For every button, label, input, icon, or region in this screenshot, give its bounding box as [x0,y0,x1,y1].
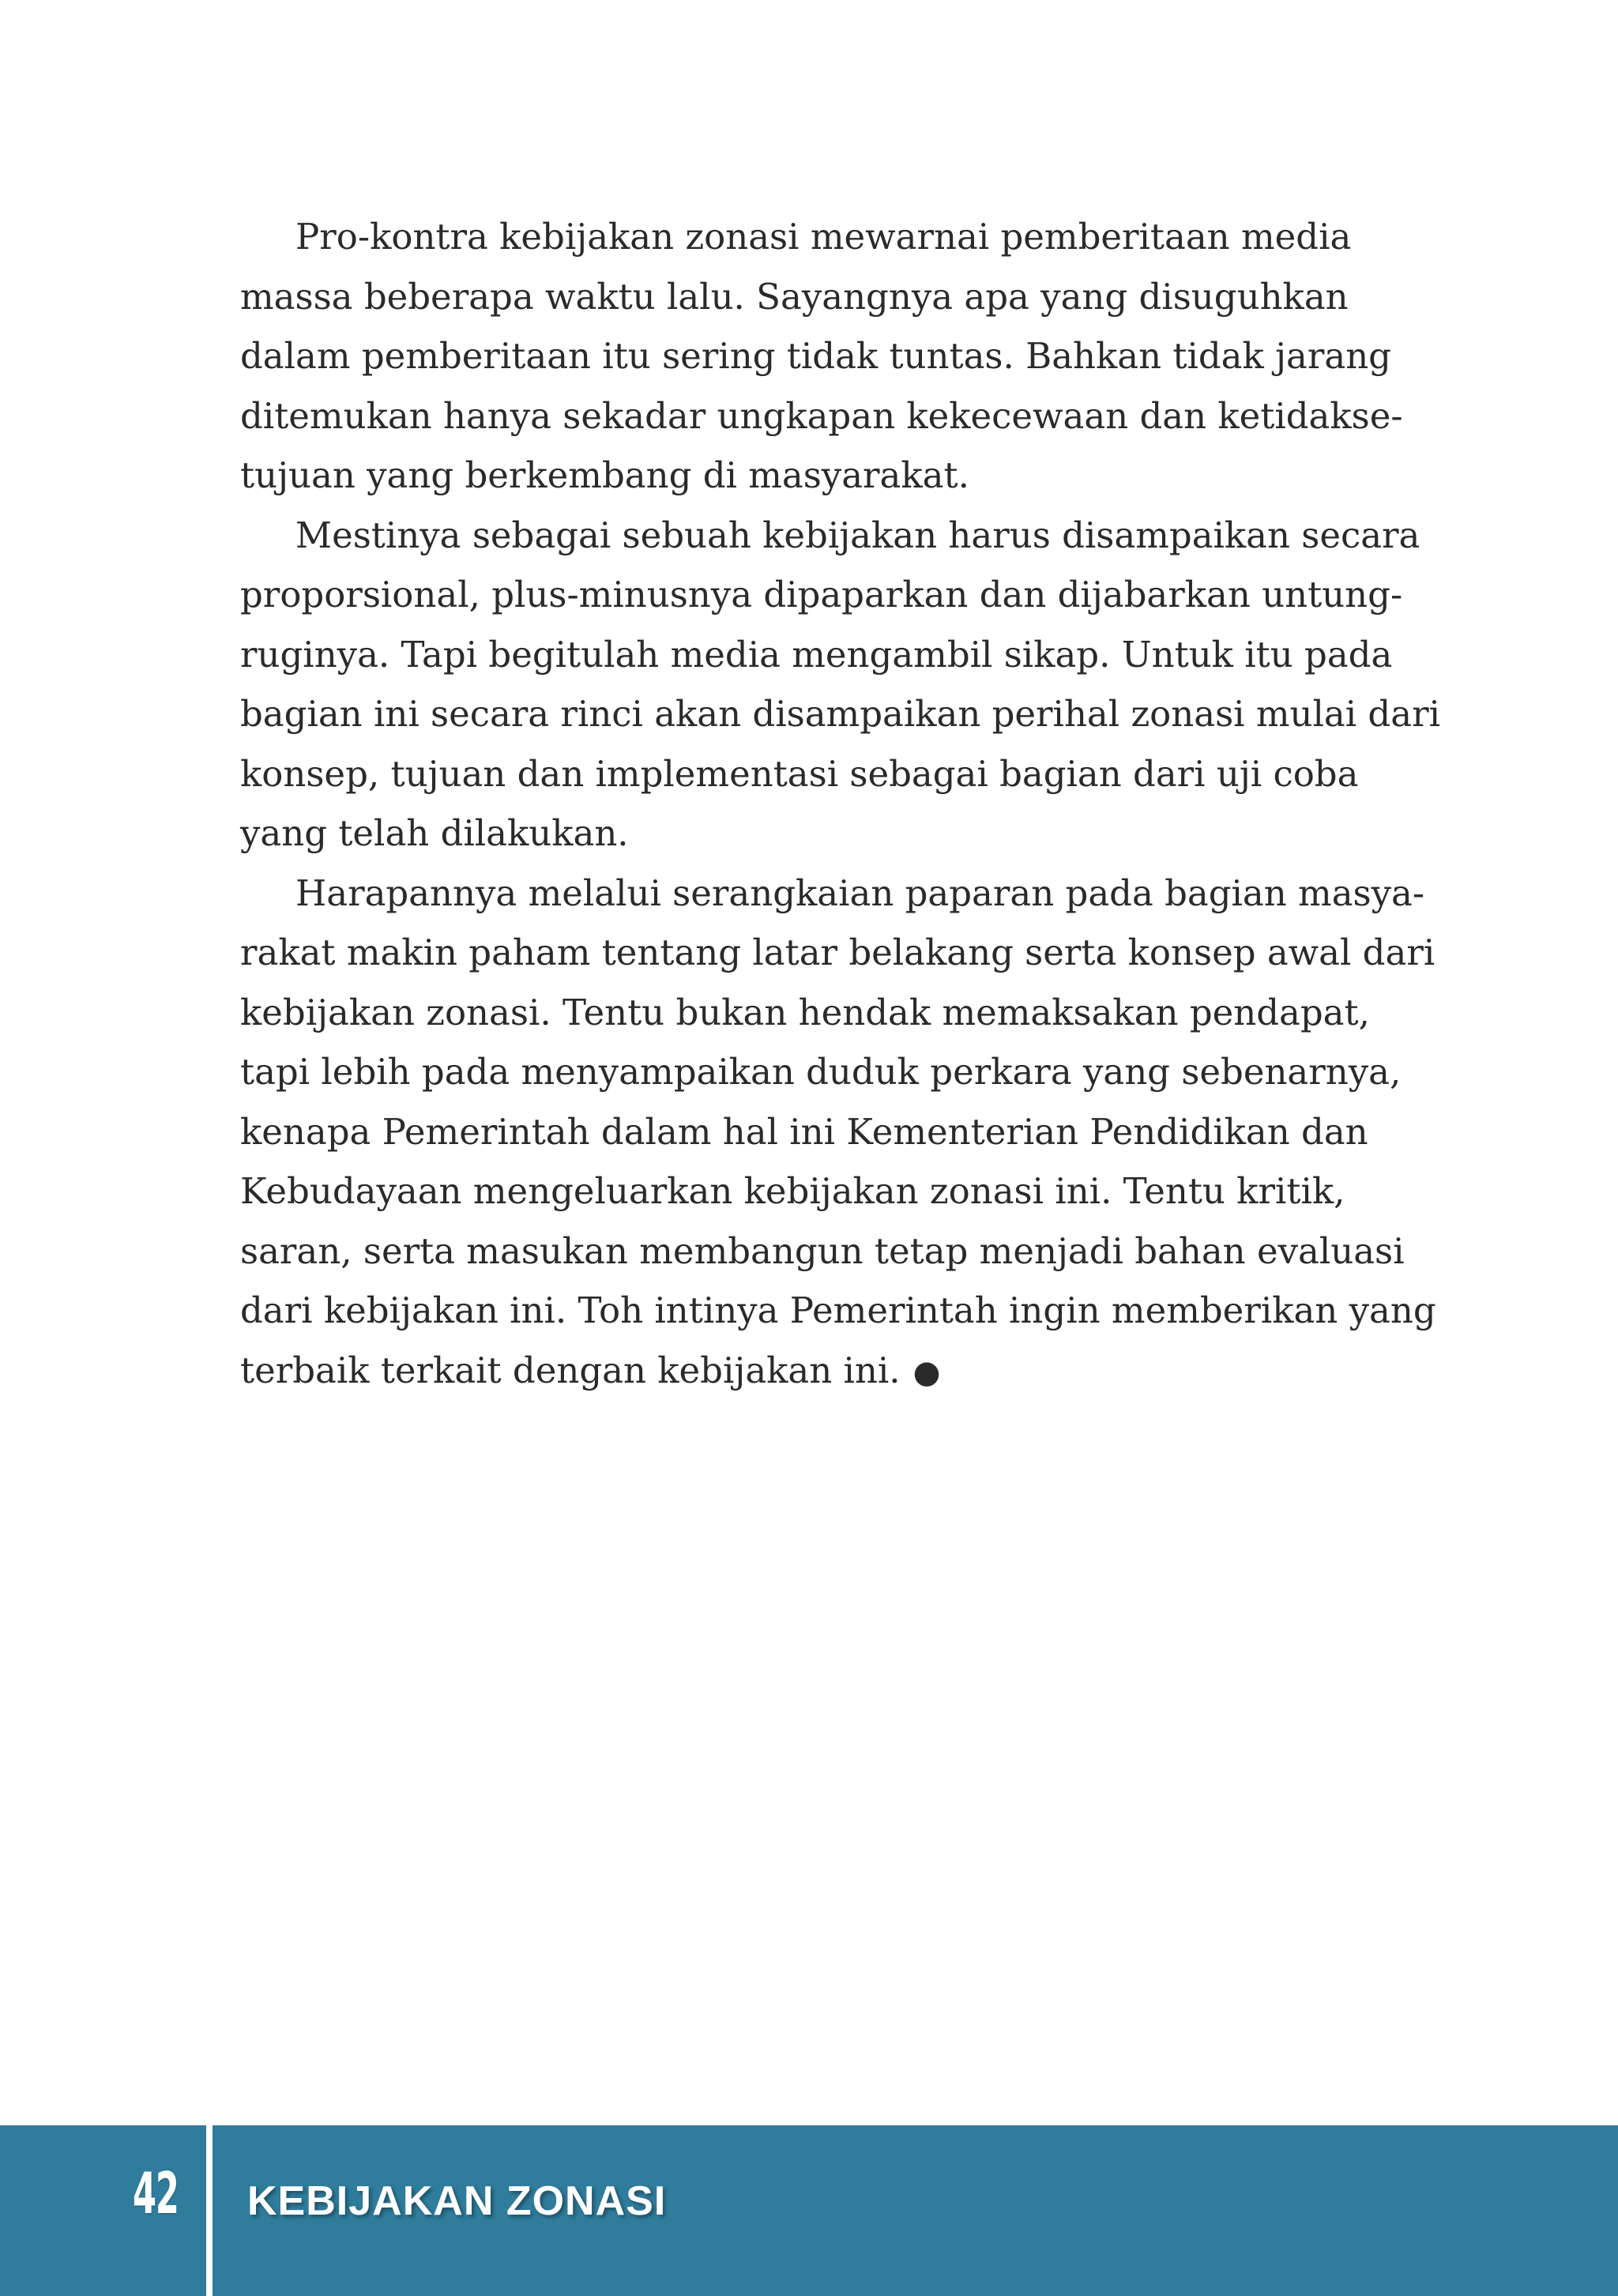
page-footer [0,2125,1618,2296]
text-line: Kebudayaan mengeluarkan kebijakan zonasi ini. Tentu kritik, [240,1170,1345,1212]
text-line: Harapannya melalui serangkaian paparan pada bagian masya- [295,871,1425,914]
text-line: Mestinya sebagai sebuah kebijakan harus disampaikan secara [295,514,1420,556]
text-line: tapi lebih pada menyampaikan duduk perkara yang sebenarnya, [240,1051,1402,1093]
paragraph-2 [240,506,1440,864]
text-line: dari kebijakan ini. Toh intinya Pemerintah ingin memberikan yang [240,1289,1436,1331]
text-line: bagian ini secara rinci akan disampaikan perihal zonasi mulai dari [240,693,1440,735]
end-of-article-bullet-icon: ● [912,1353,941,1391]
text-line: rakat makin paham tentang latar belakang serta konsep awal dari [240,932,1436,973]
text-line: massa beberapa waktu lalu. Sayangnya apa yang disuguhkan [240,275,1349,318]
text-line: kebijakan zonasi. Tentu bukan hendak memaksakan pendapat, [240,991,1370,1033]
paragraph-1 [240,207,1403,506]
text-line: ruginya. Tapi begitulah media mengambil sikap. Untuk itu pada [240,633,1393,676]
footer-divider [206,2125,213,2296]
text-line: tujuan yang berkembang di masyarakat. [240,454,969,496]
text-line: proporsional, plus-minusnya dipaparkan dan dijabarkan untung- [240,574,1403,615]
text-line: yang telah dilakukan. [240,812,629,854]
body-text [240,207,1440,1402]
text-line-final [240,1341,1343,1403]
text-line: kenapa Pemerintah dalam hal ini Kementerian Pendidikan dan [240,1110,1368,1153]
text-line: Pro-kontra kebijakan zonasi mewarnai pemberitaan media [295,216,1352,258]
text-line: saran, serta masukan membangun tetap menjadi bahan evaluasi [240,1229,1405,1272]
paragraph-3 [240,864,1436,1403]
running-title: KEBIJAKAN ZONASI [247,2178,667,2224]
text-line: ditemukan hanya sekadar ungkapan kekecewaan dan ketidakse- [240,394,1403,437]
final-sentence: terbaik terkait dengan kebijakan ini. [240,1349,901,1391]
text-line: dalam pemberitaan itu sering tidak tuntas. Bahkan tidak jarang [240,335,1391,377]
page-number: 42 [133,2160,179,2226]
text-line: konsep, tujuan dan implementasi sebagai bagian dari uji coba [240,752,1359,795]
